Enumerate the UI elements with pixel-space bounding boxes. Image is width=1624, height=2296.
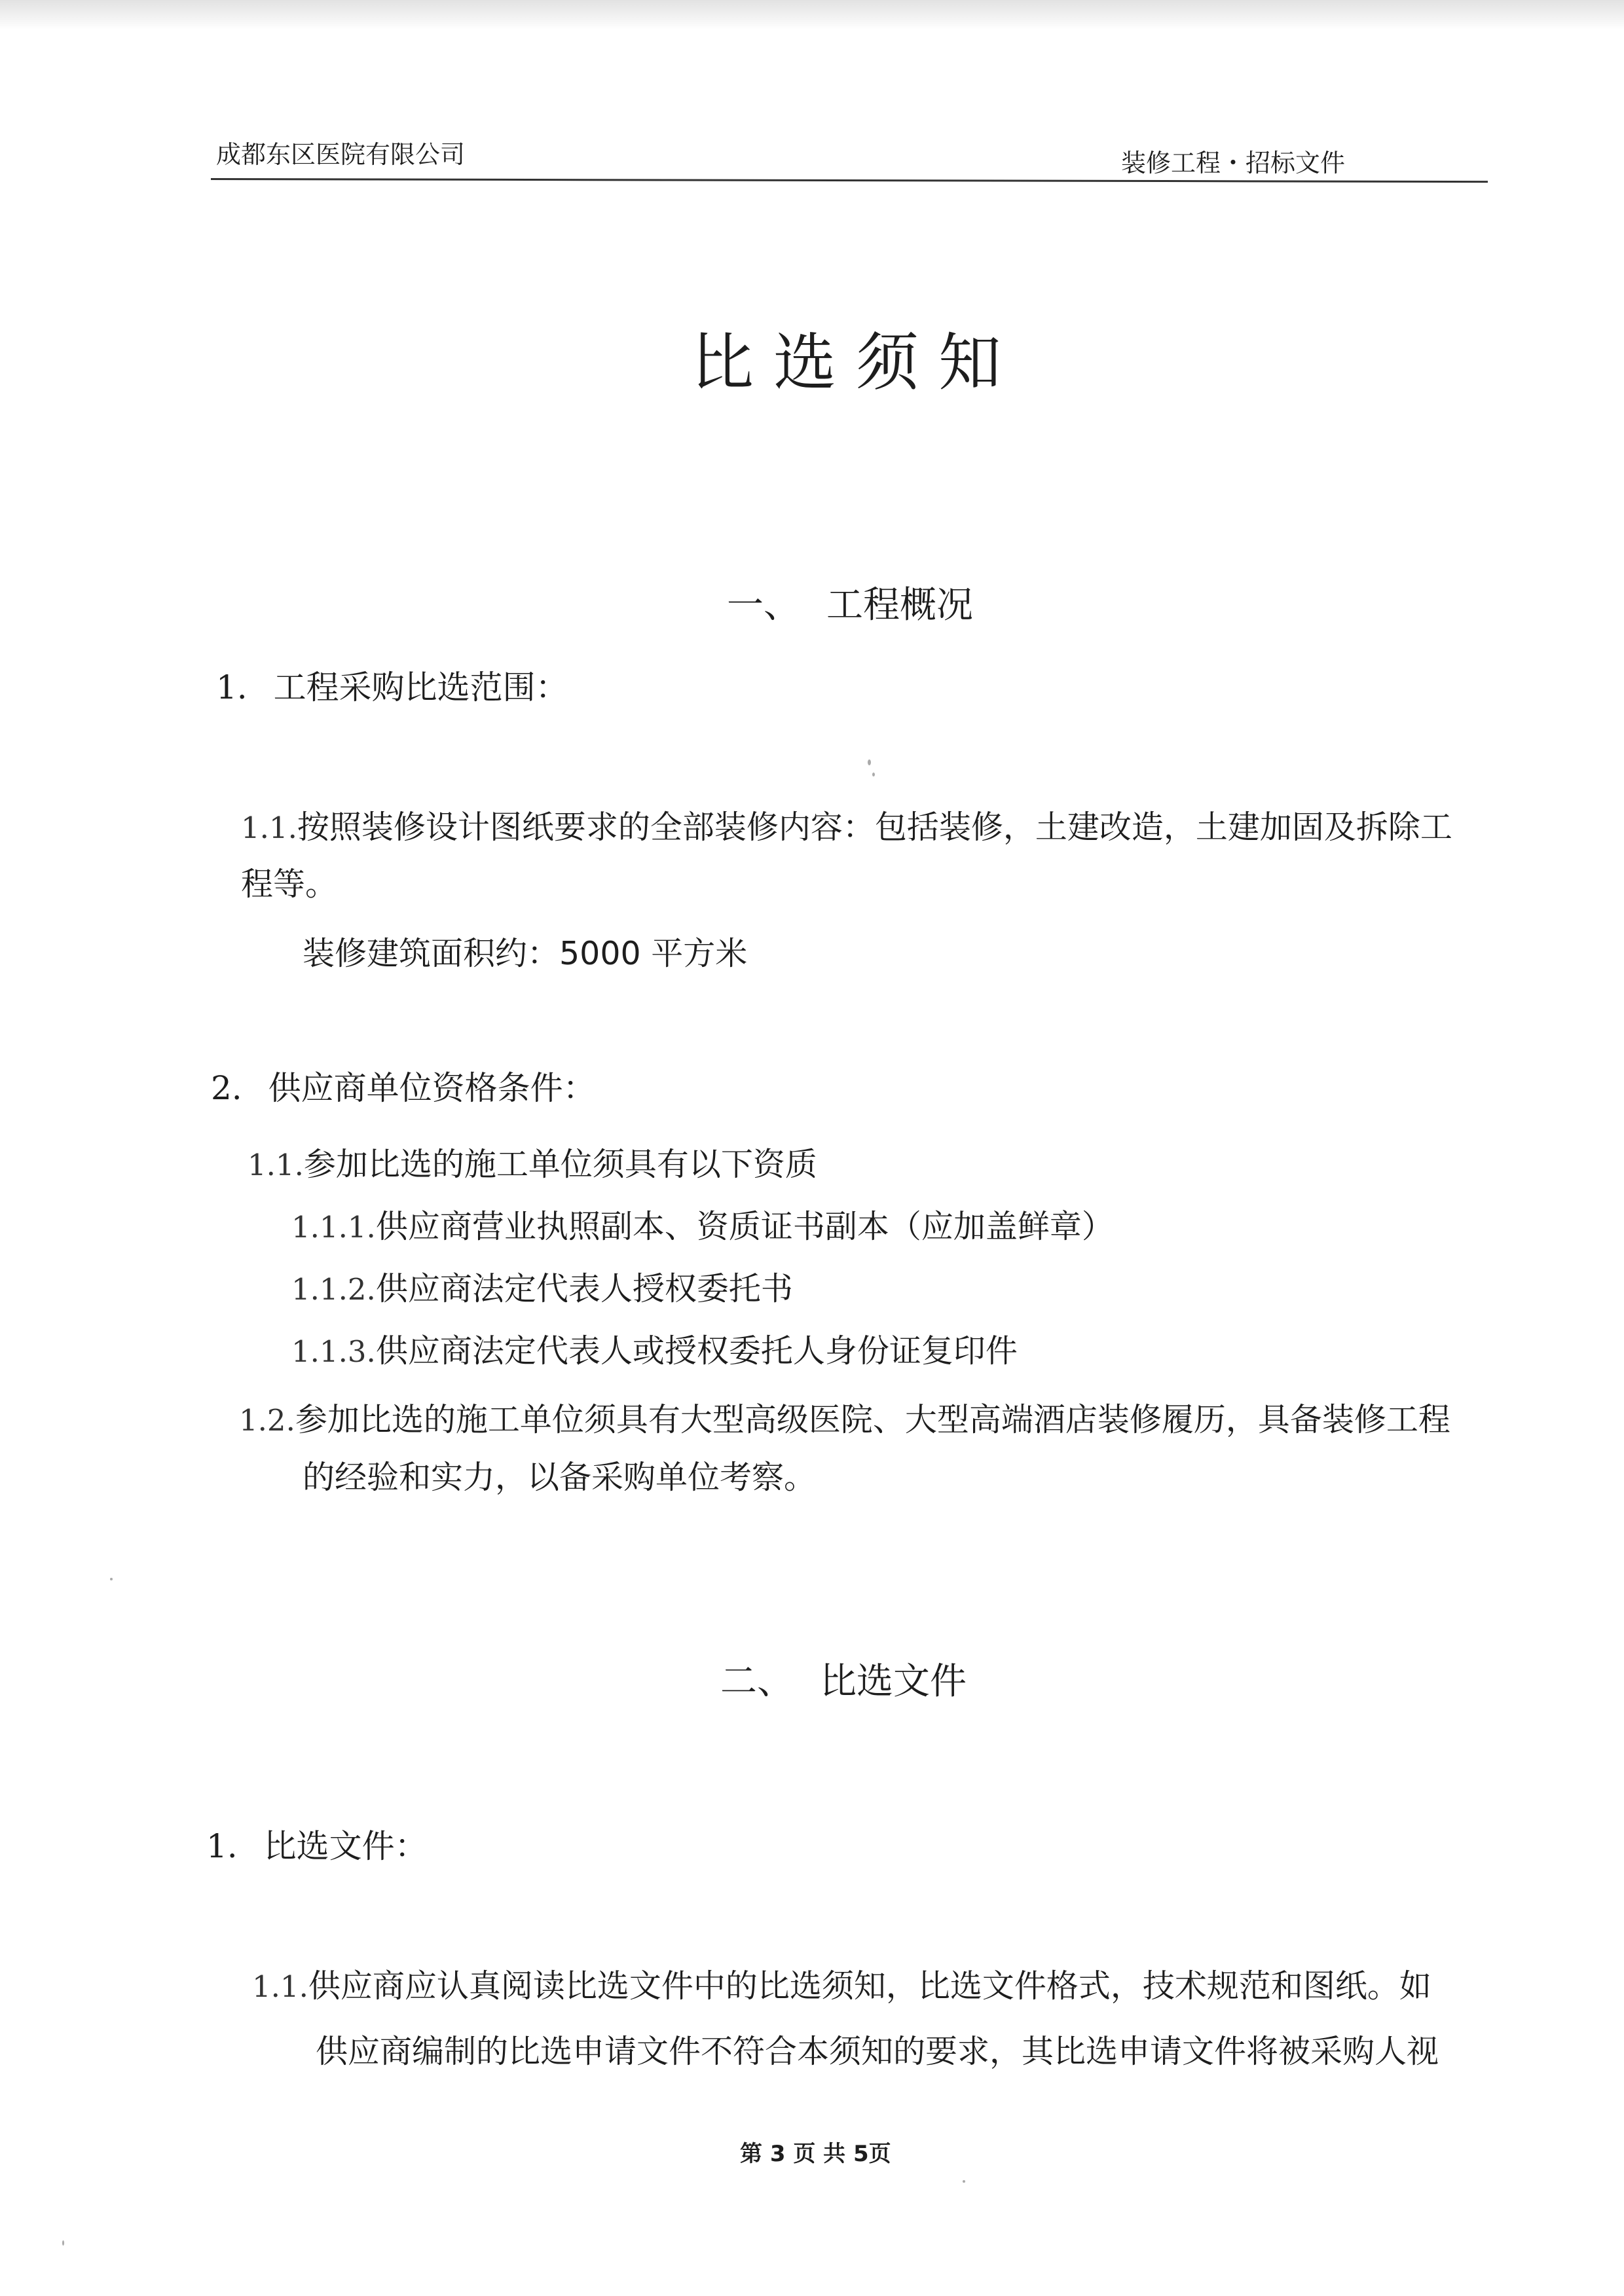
item-label: 工程采购比选范围： <box>273 668 568 706</box>
clause-text: 供应商法定代表人或授权委托人身份证复印件 <box>375 1332 1018 1370</box>
item-number: 1. <box>216 668 248 706</box>
clause-text: 参加比选的施工单位须具有以下资质 <box>303 1146 817 1183</box>
clause-1-1-1 <box>291 1201 1114 1247</box>
header-document-type: 装修工程・招标文件 <box>1121 149 1346 177</box>
scan-speck <box>62 2240 64 2246</box>
clause-1-2-line1 <box>239 1394 1450 1440</box>
scan-speck <box>110 1578 113 1580</box>
clause-1-1 <box>248 1139 817 1185</box>
clause-number: 1.2. <box>239 1403 295 1438</box>
clause-1-1-line1 <box>252 1961 1431 2007</box>
scan-speck <box>868 759 871 765</box>
scan-speck <box>872 773 875 776</box>
section-heading-1 <box>727 576 973 629</box>
scan-speck <box>963 2180 965 2183</box>
item-number: 1. <box>206 1827 238 1865</box>
section-title-text: 比选文件 <box>820 1660 967 1703</box>
clause-text: 参加比选的施工单位须具有大型高级医院、大型高端酒店装修履历，具备装修工程 <box>295 1401 1450 1438</box>
header-company: 成都东区医院有限公司 <box>216 140 466 169</box>
clause-number: 1.1. <box>252 1969 308 2004</box>
clause-text: 供应商法定代表人授权委托书 <box>375 1270 793 1307</box>
clause-1-1-line1 <box>241 802 1452 848</box>
building-area: 装修建筑面积约：5000 平方米 <box>303 935 748 972</box>
scan-shadow <box>0 0 1624 30</box>
clause-number: 1.1.1. <box>291 1210 376 1245</box>
clause-1-1-line2: 供应商编制的比选申请文件不符合本须知的要求，其比选申请文件将被采购人视 <box>316 2033 1439 2070</box>
page-number: 第 3 页 共 5页 <box>740 2141 891 2167</box>
page-title: 比选须知 <box>691 326 1021 399</box>
clause-text: 按照装修设计图纸要求的全部装修内容：包括装修，土建改造，土建加固及拆除工 <box>297 809 1452 846</box>
clause-text: 供应商应认真阅读比选文件中的比选须知，比选文件格式，技术规范和图纸。如 <box>308 1967 1431 2005</box>
item-scope <box>216 661 568 708</box>
section-heading-2 <box>720 1652 967 1705</box>
item-qualification <box>211 1062 596 1109</box>
clause-1-2-line2: 的经验和实力，以备采购单位考察。 <box>303 1459 817 1496</box>
header-divider <box>211 178 1488 183</box>
section-number: 一、 <box>727 584 800 627</box>
item-label: 供应商单位资格条件： <box>268 1069 596 1107</box>
item-number: 2. <box>211 1069 242 1107</box>
clause-1-1-line2: 程等。 <box>241 866 338 903</box>
item-bidding-documents <box>206 1820 428 1867</box>
clause-number: 1.1. <box>241 811 297 845</box>
clause-1-1-2 <box>291 1264 793 1309</box>
clause-number: 1.1.3. <box>291 1334 376 1369</box>
item-label: 比选文件： <box>263 1827 428 1865</box>
section-title-text: 工程概况 <box>826 584 973 627</box>
clause-1-1-3 <box>291 1326 1018 1372</box>
section-number: 二、 <box>720 1660 794 1703</box>
clause-text: 供应商营业执照副本、资质证书副本（应加盖鲜章） <box>375 1208 1114 1245</box>
clause-number: 1.1. <box>248 1148 304 1182</box>
clause-number: 1.1.2. <box>291 1272 376 1307</box>
